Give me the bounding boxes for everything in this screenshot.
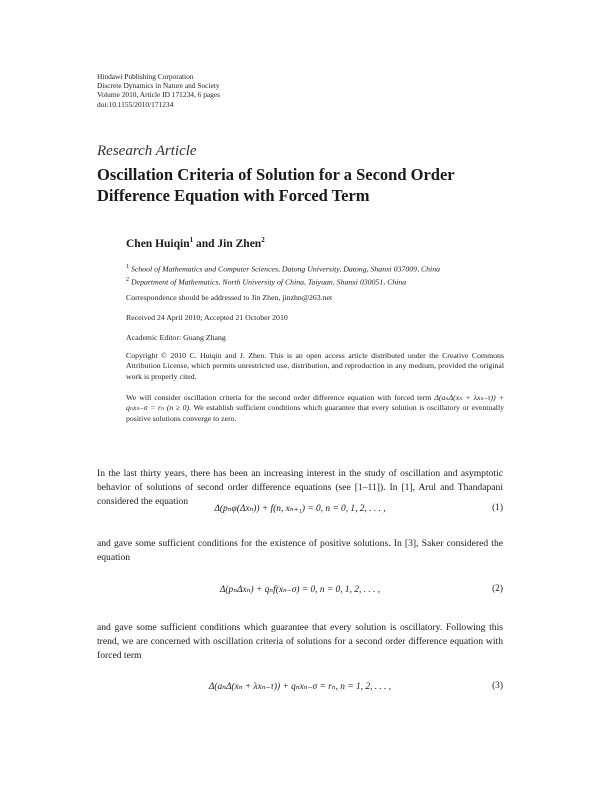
academic-editor: Academic Editor: Guang Zhang [126, 333, 226, 342]
equation-1-number: (1) [492, 503, 503, 513]
abstract-text-2: We establish sufficient conditions which guarantee that every solution is oscillatory or eventually positive solutions converge to zero. [126, 403, 505, 423]
article-type: Research Article [97, 143, 197, 159]
abstract-equation: Δ(aₙΔ(xₙ + λxₙ₋τ)) + qₙxₙ₋σ = rₙ (n ≥ 0). [126, 393, 504, 413]
affiliation-1-text: School of Mathematics and Computer Sciences, Datong University, Datong, Shanxi 037009, China [131, 264, 441, 274]
affiliation-2-sup: 2 [126, 276, 129, 283]
equation-1 [97, 503, 503, 519]
copyright-notice: Copyright © 2010 C. Huiqin and J. Zhen. This is an open access article distributed under the Creative Commons Attribution License, which permits unrestricted use, distribution, and reproduction in any medium, provided the original work is properly cited. [126, 351, 504, 381]
volume-info: Volume 2010, Article ID 171234, 6 pages [97, 90, 221, 100]
equation-2-number: (2) [492, 584, 503, 594]
author-2: Jin Zhen [217, 237, 262, 250]
affiliation-2-text: Department of Mathematics, North University of China, Taiyuan, Shanxi 030051, China [131, 277, 407, 287]
authors [126, 236, 265, 250]
affiliation-1 [126, 262, 440, 275]
article-title: Oscillation Criteria of Solution for a Second Order Difference Equation with Forced Term [97, 165, 455, 205]
abstract-text-1: We will consider oscillation criteria for the second order difference equation with forced term [126, 393, 432, 402]
affiliation-1-sup: 1 [126, 264, 129, 270]
equation-3 [97, 681, 503, 697]
author-1-sup: 1 [189, 236, 194, 244]
affiliation-2 [126, 275, 440, 288]
affiliations [126, 262, 440, 287]
author-conjunction: and [195, 237, 215, 250]
body-paragraph-3: and gave some sufficient conditions which guarantee that every solution is oscillatory. Following this trend, we are concerned with oscillation criteria of solutions for a second order difference equation with forced term [97, 622, 503, 661]
body-paragraph-1: In the last thirty years, there has been an increasing interest in the study of oscillation and asymptotic behavior of solutions of second order difference equations (see [1–11]). In [1], Arul and Thandapani considered the equation [97, 468, 503, 507]
author-1: Chen Huiqin [126, 237, 190, 250]
equation-1-body: Δ(pₙφ(Δxₙ)) + f(n, xₙ₊₁) = 0, n = 0, 1, 2, . . . , [214, 504, 386, 514]
received-dates: Received 24 April 2010; Accepted 21 October 2010 [126, 313, 288, 322]
equation-3-body: Δ(aₙΔ(xₙ + λxₙ₋τ)) + qₙxₙ₋σ = rₙ, n = 1, 2, . . . , [208, 682, 392, 692]
abstract [126, 393, 504, 424]
equation-3-number: (3) [492, 681, 503, 691]
author-2-sup: 2 [261, 236, 265, 244]
publisher-name: Hindawi Publishing Corporation [97, 72, 194, 81]
publication-info [97, 72, 220, 109]
equation-2 [97, 584, 503, 600]
doi: doi:10.1155/2010/171234 [97, 99, 174, 109]
equation-2-body: Δ(pₙΔxₙ) + qₙf(xₙ₋σ) = 0, n = 0, 1, 2, . . . , [219, 585, 381, 595]
journal-name: Discrete Dynamics in Nature and Society [97, 81, 220, 91]
body-paragraph-2: and gave some sufficient conditions for the existence of positive solutions. In [3], Saker considered the equation [97, 538, 503, 563]
correspondence: Correspondence should be addressed to Jin Zhen, jinzhn@263.net [126, 293, 333, 302]
